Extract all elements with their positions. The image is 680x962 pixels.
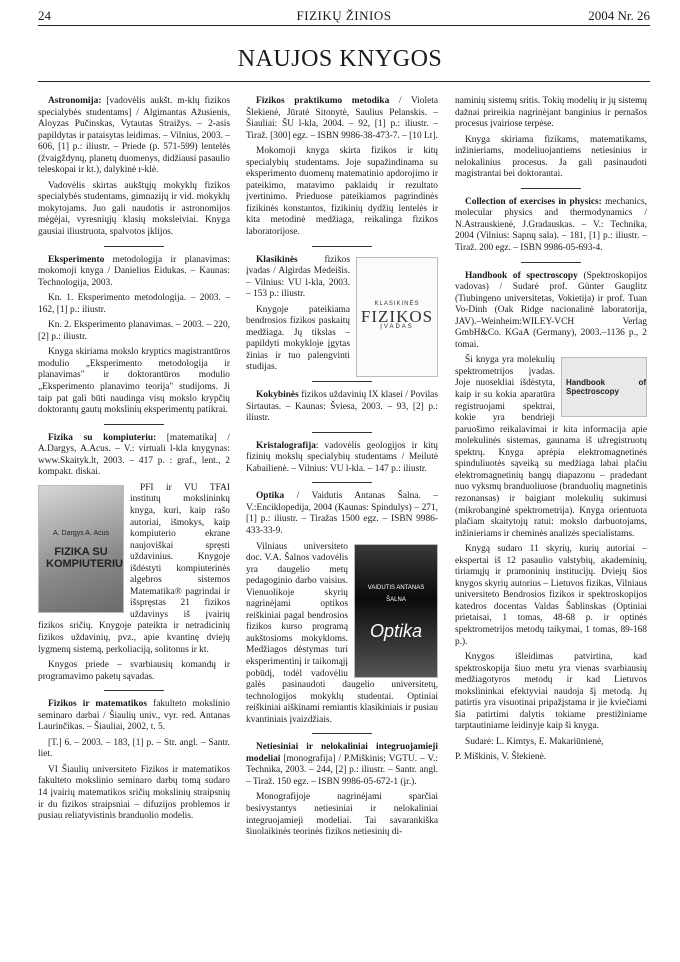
separator [312, 432, 372, 433]
separator [104, 424, 164, 425]
opt-title: Optika [256, 491, 285, 502]
separator [312, 482, 372, 483]
opt-entry [246, 491, 438, 537]
opt-biblio: / Vaidutis Antanas Šalna. – V.:Enciklopedija, 2004 (Kaunas: Spindulys) – 271, [1] p.: iliustr. – Tiražas 1500 egz. – ISBN 9986-433-33-9. [246, 491, 438, 536]
cover-title: FIZIKA SU KOMPIUTERIU [46, 545, 123, 570]
mat-title: Fizikos ir matematikos [48, 699, 147, 710]
kok-biblio: fizikos uždavinių IX klasei / Povilas Sirtautas. – Kaunas: Šviesa, 2003. – 93, [2] p.: iliustr. [246, 390, 438, 424]
separator [521, 188, 581, 189]
separator [312, 733, 372, 734]
hand-biblio: (Spektroskopijos vadovas) / Sudarė prof. Günter Gauglitz (Tiubingeno universitetas, Vokietija) ir prof. Tuan Vo-Dinh (Oak Ridge nacionalinė laboratorija, JAV).–Weinheim:WILEY-VCH Verlag GmbH&Co. KGaA (Germany), 2003.–1136 p., 2 tomai. [455, 270, 648, 350]
cover-authors: A. Dargys A. Acus [52, 530, 110, 538]
cover-title: FIZIKOS [360, 306, 434, 326]
eksp-biblio: metodologija ir planavimas: mokomoji knyga / Danielius Eidukas. – Kaunas: Technologija, 2003. [38, 254, 230, 288]
issue-label: 2004 Nr. 26 [588, 8, 650, 23]
klas-desc: Knygoje pateikiama bendrosios fizikos paskaitų medžiaga. Jų tikslas – papildyti mokykloje įgytas žinias ir tuo palengvinti studijas. [246, 304, 350, 373]
section-title: NAUJOS KNYGOS [237, 46, 443, 72]
astro-desc: Vadovėlis skirtas aukštųjų mokyklų fizikos specialybės studentams, gimnazijų ir vid. mokyklų mokytojams. Juo gali naudotis ir astronomijos mėgėjai, vyresniųjų klasių moksleiviai. Knyga gausiai iliustruota, spalvotos įklijos. [38, 180, 230, 238]
komp-biblio: [matematika] / A.Dargys, A.Acus. – V.: virtuali l-kla knygynas: www.Skaityk.lt, 2003. – 417 p. : graf., lent., 2 kompakt. diskai. [38, 432, 230, 478]
astro-entry [38, 96, 230, 177]
prak-entry [246, 96, 438, 142]
eksp-book1: Kn. 1. Eksperimento metodologija. – 2003. – 162, [1] p.: iliustr. [38, 293, 230, 315]
komp-appendix: Knygos priede – svarbiausių komandų ir programavimo paketų sąvadas. [38, 660, 230, 682]
prak-title: Fizikos praktikumo metodika [256, 96, 390, 106]
kok-title: Kokybinės [256, 390, 299, 401]
mat-biblio: fakulteto mokslinio seminaro darbai / Šiaulių univ., vyr. red. Antanas Laurinčikas. – Šiauliai, 2002, t. 5. [38, 699, 230, 733]
page-number: 24 [38, 8, 51, 23]
compilers-line1: Sudarė: L. Kimtys, E. Makariūnienė, [465, 736, 604, 747]
net-entry [246, 742, 438, 788]
fizika-su-kompiuteriu-cover-image [38, 485, 124, 613]
separator [104, 246, 164, 247]
separator [104, 690, 164, 691]
eksp-book2: Kn. 2. Eksperimento planavimas. – 2003. – 220, [2] p.: iliustr. [38, 320, 230, 342]
net-biblio: [monografija] / P.Miškinis; VGTU. – V.: Technika, 2003. – 244, [2] p.: iliustr. – Santr. angl. – Tiraž. 150 egz. – ISBN 9986-05-672-1 (įr.). [246, 753, 438, 787]
net-title: Netiesiniai ir nelokaliniai integruojamieji modeliai [246, 742, 438, 764]
klasikines-fizikos-cover-image [356, 257, 438, 377]
mat-desc: VI Šiaulių universiteto Fizikos ir matematikos fakulteto mokslinio seminaro darbų tomą sudaro 14 įvairių matematikos sričių mokslinių straipsnių ir du fizikos straipsniai – difuzijos problemos ir pusiau reliatyvistinis branduolio modelis. [38, 764, 230, 822]
compilers-line2: P. Miškinis, V. Šlekienė. [455, 752, 547, 763]
optika-cover-image [354, 544, 438, 678]
mat-entry [38, 699, 230, 734]
opt-desc: Vilniaus universiteto doc. V.A. Šalnos vadovėlis yra daugelio metų pedagoginio darbo vaisius. Vienuolikoje skyrių nagrinėjami optikos reiškiniai pagal bendrosios fizikos kurso programą aukštosioms mokykloms. Medžiagos dėstymas turi eksperimentinį ir taikomąjį pobūdį, todėl vadovėliu galės pasinaudoti daugelio universitetų, technologijos mokyklų studentai. Optiniai reiškiniai aiškinami remiantis klasikiniais ir pusiau kvantiniais įvaizdžiais. [246, 541, 438, 725]
coll-biblio: mechanics, molecular physics and thermodynamics / N.Astrauskienė, J.Gradauskas. – V.: Technika, 2004 (Vilnius: Sapnų sala). – 181, [1] p.: iliustr. –Tiraž. 200 egz. – ISBN 9986-05-693-4. [455, 196, 647, 254]
klas-title: Klasikinės [256, 254, 298, 265]
prak-biblio: / Violeta Šlekienė, Jūratė Sitonytė, Saulius Pelanskis. – Šiauliai: ŠU l-kla, 2004. – 92, [1] p.: iliustr. – Tiraž. [300] egz. – ISBN 9986-38-473-7. – [10 Lt]. [246, 96, 439, 141]
hand-chapters: Knygą sudaro 11 skyrių, kurių autoriai – ekspertai iš 12 pasaulio valstybių, akademinių, tiriamųjų ir pramoninių institucijų. Dviejų šios knygos skyrių autorius – Lietuvos fizikas, Vilniaus universiteto Bendrosios fizikos ir spektroskopijos katedros docentas Valdas Šablinskas (Optiniai prietaisai, 1 tomas, 48-68 p. ir optinės spektrometrijos metodų taikymai, 1 tomas, 89-168 p.). [455, 544, 647, 647]
astro-biblio: [vadovėlis aukšt. m-klų fizikos specialybės studentams] / Algimantas Ažusienis, Aloyzas Pučinskas, Vytautas Straižys. – 2-asis papildytas ir pataisytas leidimas. – Vilnius, 2003. – 606, [1] p.: iliustr. – Priede (p. 571-599) lentelės (žvaigždynų, planetų duomenys, didžiausi pasaulio teleskopai ir kt.), dalykinė r-klė. [38, 96, 230, 176]
title-rule [38, 81, 650, 82]
net-audience: Knyga skiriama fizikams, matematikams, inžinieriams, modeliuojantiems netiesinius ir nelokalinius procesus. Ja gali pasinaudoti magistrantai bei doktorantai. [455, 134, 647, 180]
cover-sub: ĮVADAS [380, 324, 414, 331]
krist-biblio: : vadovėlis geologijos ir kitų fizinių mokslų specialybių studentams / Meilutė Kabailienė. – Vilnius: VU l-kla. – 147 p.: iliustr. [246, 440, 438, 474]
mat-volume: [T.] 6. – 2003. – 183, [1] p. – Str. angl. – Santr. liet. [38, 737, 230, 760]
hand-conclusion: Knygos išleidimas patvirtina, kad spektroskopija šiuo metu yra vienas svarbiausių medžiagotyros metodų ir kad Lietuvos mokslininkai efektyviai naudoja šį metodą. Jų patirtis yra visuotinai pripažįstama ir jie kviečiami šia patirtimi dalytis tokiame prestižiniame tarptautiniame leidinyje kaip ši knyga. [455, 652, 647, 732]
hand-desc: Ši knyga yra molekulių spektrometrijos įvadas. Joje nuosekliai išdėstyta, kaip ir su kokia aparatūra registruojami spektrai, kokie yra bendrieji paruošimo reikalavimai ir kita informacija apie molekulinės sistemas, gaunama iš užregistruotų spektrų. Knyga aprėpia elektromagnetinės spinduliuotės sąveiką su medžiaga labai plačiu elektromagnetinių bangų diapazonu – pradedant nuo vyksmų branduoliuose (branduolių magnetinis rezonansas) ir baigiant molekulių sukimusi (mikrobanginė spektrometrija). Knyga orientuota plačiam skaitytojų ratui: mokslo darbuotojams, inžinieriams ir cheminės analizės specialistams. [455, 355, 647, 539]
hand-entry [455, 271, 647, 352]
komp-title: Fizika su kompiuteriu: [48, 432, 157, 443]
krist-entry [246, 441, 438, 476]
kok-entry [246, 390, 438, 425]
column-3 [455, 96, 647, 768]
cover-authors: VAIDUTIS ANTANAS ŠALNA [367, 585, 425, 603]
handbook-cover-image [561, 357, 647, 417]
prak-desc: Mokomoji knyga skirta fizikos ir kitų specialybių studentams. Joje supažindinama su eksperimento duomenų matematinio apdorojimo ir pateikimo, matavimo paklaidų ir rezultato įvertinimo. Prieduose pateikiamos pagrindinės fizikinės konstantos, fizikinių dydžių lentelės ir kita metodinė medžiaga, reikalinga fizikos laboratorijose. [246, 146, 438, 238]
column-2 [246, 96, 438, 843]
hand-title: Handbook of spectroscopy [465, 270, 578, 281]
eksp-desc: Knyga skiriama mokslo kryptics magistrantūros modulio „Eksperimento metodologija ir planavimas" ir doktorantūros modulio „Eksperimento planavimo teorija" studijoms. Ji taip pat gali būti naudinga visų mokslo krypčių doktorantų gautų mokslinių eksperimentų patikrai. [38, 347, 230, 416]
eksp-entry [38, 255, 230, 290]
column-1 [38, 96, 230, 827]
cover-top: KLASIKINĖS [374, 301, 420, 308]
header-rule [38, 25, 650, 26]
komp-desc: PFI ir VU TFAI institutų mokslininkų knyga, kuri, kaip rašo autoriai, išmokys, kaip kompiuterio ekrane naujoviškai spręsti uždavinius. Knygoje išdėstyti kompiuterinės algebros sistemos Matematika® pagrindai ir išspręstas 21 fizikos uždavinys iš įvairių fizikos sričių. Knygoje pateikta ir netradicinių fizikos uždavinių, pvz., apie kvantinę dviejų lygmenų sistemą, perkoliaciją, solitonus ir kt. [38, 482, 230, 655]
krist-title: Kristalografija [256, 440, 316, 451]
komp-entry [38, 433, 230, 479]
coll-title: Collection of exercises in physics: [465, 196, 602, 207]
separator [312, 246, 372, 247]
eksp-title: Eksperimento [48, 254, 105, 265]
separator [312, 381, 372, 382]
cover-title: Handbook of Spectroscopy [566, 378, 646, 397]
coll-entry [455, 197, 647, 255]
net-desc: Monografijoje nagrinėjami sparčiai besivystantys netiesiniai ir nelokaliniai integruojamieji modeliai. Tai savarankiška šiuolaikinės teorinės fizikos netiesinių di- [246, 792, 438, 838]
astro-title: Astronomija: [48, 96, 102, 106]
net-desc-cont: naminių sistemų sritis. Tokių modelių ir jų sistemų dažnai prireikia nagrinėjant banginius ir pernašos procesus įvairiose terpėse. [455, 96, 647, 130]
separator [521, 262, 581, 263]
cover-title: Optika [369, 621, 423, 642]
klas-biblio: fizikos įvadas / Algirdas Medeišis. – Vilnius: VU l-kla, 2003. – 153 p.: iliustr. [246, 254, 350, 300]
journal-name: FIZIKŲ ŽINIOS [296, 8, 392, 23]
